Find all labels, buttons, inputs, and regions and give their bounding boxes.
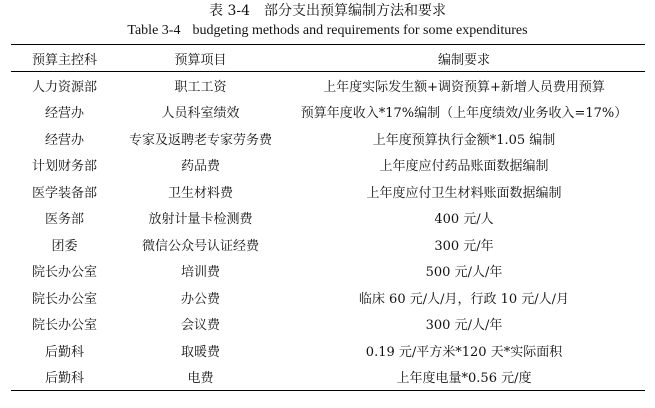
table-row (11, 205, 645, 232)
cell-budget-item: 电费 (118, 364, 283, 391)
cell-budget-item: 取暖费 (180, 344, 220, 360)
table-row (11, 337, 645, 364)
table-row (11, 364, 645, 391)
caption-en-number: Table 3-4 (127, 23, 181, 38)
cell-department: 经营办 (44, 106, 84, 122)
cell-department: 人力资源部 (31, 79, 97, 95)
table-row (11, 152, 645, 179)
cell-budget-item: 会议费 (180, 318, 220, 334)
cell-budget-item: 放射计量卡检测费 (148, 212, 253, 228)
cell-budget-item: 药品费 (180, 159, 220, 175)
cell-requirement: 临床 60 元/人/月，行政 10 元/人/月 (358, 291, 570, 307)
header-requirement: 编制要求 (283, 45, 645, 72)
cell-department: 院长办公室 (31, 318, 97, 334)
cell-department: 院长办公室 (31, 291, 97, 307)
cell-budget-item: 人员科室绩效 (161, 106, 240, 122)
table-row (11, 125, 645, 152)
cell-requirement: 300 元/年 (434, 238, 494, 254)
cell-requirement: 上年度预算执行金额*1.05 编制 (372, 132, 556, 148)
cell-department: 计划财务部 (31, 159, 97, 175)
header-budget-item: 预算项目 (118, 45, 283, 72)
cell-budget-item: 卫生材料费 (167, 185, 233, 201)
cell-budget-item: 职工工资 (174, 79, 227, 95)
cell-department: 后勤科 (11, 364, 118, 391)
cell-requirement: 400 元/人 (434, 212, 494, 228)
table-row (11, 311, 645, 338)
cell-department: 院长办公室 (31, 265, 97, 281)
table-caption-chinese (0, 2, 655, 20)
cell-requirement: 上年度应付卫生材料账面数据编制 (366, 185, 562, 201)
table-row (11, 72, 645, 99)
table-row (11, 231, 645, 258)
table-row (11, 284, 645, 311)
cell-requirement: 预算年度收入*17%编制（上年度绩效/业务收入=17%） (300, 106, 628, 122)
cell-department: 团委 (51, 238, 78, 254)
cell-department: 经营办 (44, 132, 84, 148)
table-header (11, 45, 645, 72)
cell-budget-item: 微信公众号认证经费 (141, 238, 259, 254)
cell-requirement: 上年度实际发生额+调资预算+新增人员费用预算 (323, 79, 605, 95)
budget-requirements-table (11, 44, 645, 391)
cell-budget-item: 办公费 (180, 291, 220, 307)
cell-department: 医务部 (44, 212, 84, 228)
cell-requirement: 上年度应付药品账面数据编制 (379, 159, 549, 175)
table-body (11, 72, 645, 391)
caption-cn-number: 表 3-4 (209, 3, 250, 19)
cell-department: 后勤科 (44, 344, 84, 360)
cell-budget-item: 专家及返聘老专家劳务费 (128, 132, 272, 148)
table-row (11, 99, 645, 126)
cell-requirement: 0.19 元/平方米*120 天*实际面积 (365, 344, 563, 360)
cell-department: 医学装备部 (31, 185, 97, 201)
header-row (11, 45, 645, 72)
table-row (11, 178, 645, 205)
cell-budget-item: 培训费 (180, 265, 220, 281)
table-row (11, 258, 645, 285)
caption-en-title: budgeting methods and requirements for some expenditures (192, 23, 528, 38)
cell-requirement: 上年度电量*0.56 元/度 (283, 364, 645, 391)
header-department: 预算主控科 (11, 45, 118, 72)
cell-requirement: 500 元/人/年 (425, 265, 503, 281)
caption-cn-title: 部分支出预算编制方法和要求 (264, 3, 446, 19)
cell-requirement: 300 元/人/年 (425, 318, 503, 334)
table-caption-english (0, 22, 655, 40)
